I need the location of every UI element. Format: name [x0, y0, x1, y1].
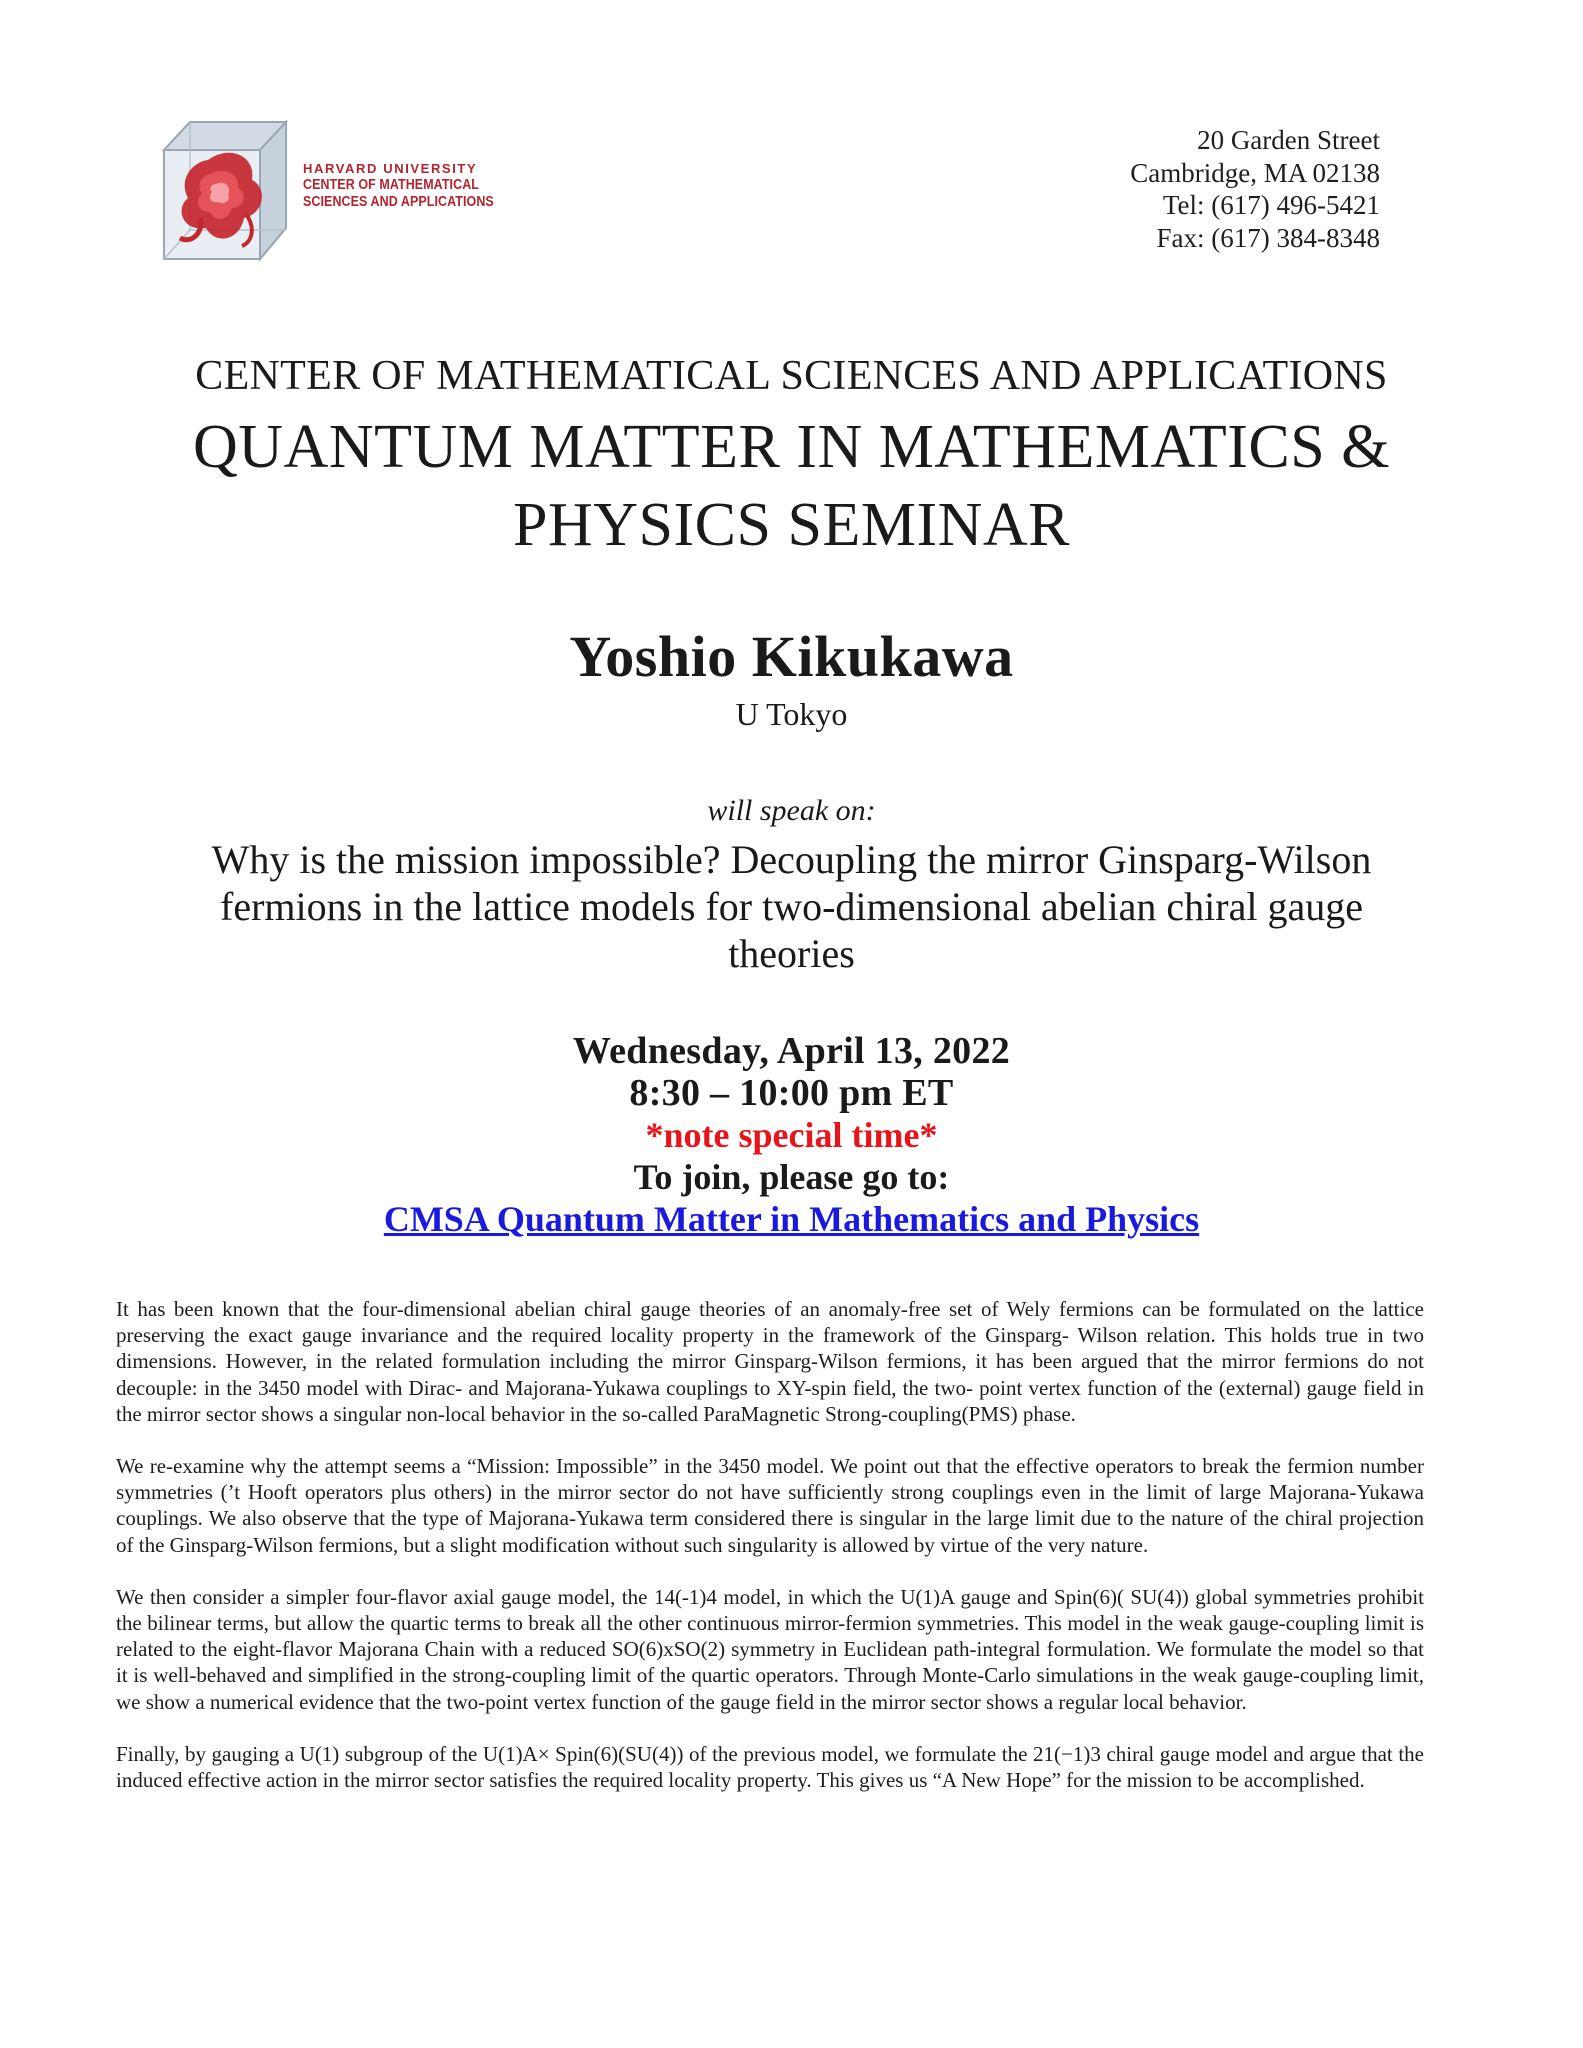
cube-logo-icon: [160, 118, 290, 263]
logo-wordmark: [303, 160, 525, 211]
seminar-title-line2: PHYSICS SEMINAR: [512, 491, 1071, 559]
cmsa-logo: [160, 118, 500, 263]
seminar-title-line1: QUANTUM MATTER IN MATHEMATICS &: [193, 413, 1390, 481]
logo-line-university: HARVARD UNIVERSITY: [303, 161, 478, 176]
talk-title-line3: theories: [728, 931, 855, 976]
abstract-paragraph-1: It has been known that the four-dimensional abelian chiral gauge theories of an anomaly-free set of Wely fermions can be formulated on the lattice preserving the exact gauge invariance and the required locality property in the framework of the Ginsparg- Wilson relation. This holds true in two dimensions. However, in the related formulation including the mirror Ginsparg-Wilson fermions, it has been argued that the mirror fermions do not decouple: in the 3450 model with Dirac- and Majorana-Yukawa couplings to XY-spin field, the two- point vertex function of the (external) gauge field in the mirror sector shows a singular non-local behavior in the so-called ParaMagnetic Strong-coupling(PMS) phase.: [116, 1297, 1424, 1426]
join-label: To join, please go to:: [633, 1157, 950, 1197]
event-details: [0, 1030, 1583, 1240]
speaker-affiliation: U Tokyo: [735, 696, 848, 732]
event-time: 8:30 – 10:00 pm ET: [629, 1072, 954, 1114]
talk-title-line1: Why is the mission impossible? Decoupling the mirror Ginsparg-Wilson: [211, 837, 1372, 882]
seminar-link[interactable]: CMSA Quantum Matter in Mathematics and Physics: [383, 1199, 1200, 1239]
logo-line-sciences: SCIENCES AND APPLICATIONS: [303, 194, 494, 210]
abstract-paragraph-2: We re-examine why the attempt seems a “Mission: Impossible” in the 3450 model. We point out that the effective operators to break the fermion number symmetries (’t Hooft operators plus others) in the mirror sector do not have sufficiently strong couplings even in the limit of large Majorana-Yukawa couplings. We also observe that the type of Majorana-Yukawa term considered there is singular in the large limit due to the nature of the chiral projection of the Ginsparg-Wilson fermions, but a slight modification without such singularity is allowed by virtue of the very nature.: [116, 1454, 1424, 1557]
logo-line-center: CENTER OF MATHEMATICAL: [303, 177, 479, 193]
talk-intro: will speak on:: [707, 794, 876, 827]
address-tel: Tel: (617) 496-5421: [1162, 190, 1380, 220]
abstract-paragraph-3: We then consider a simpler four-flavor axial gauge model, the 14(-1)4 model, in which the U(1)A gauge and Spin(6)( SU(4)) global symmetries prohibit the bilinear terms, but allow the quartic terms to break all the other continuous mirror-fermion symmetries. This model in the weak gauge-coupling limit is related to the eight-flavor Majorana Chain with a reduced SO(6)xSO(2) symmetry in Euclidean path-integral formulation. We formulate the model so that it is well-behaved and simplified in the strong-coupling limit of the quartic operators. Through Monte-Carlo simulations in the weak gauge-coupling limit, we show a numerical evidence that the two-point vertex function of the gauge field in the mirror sector shows a regular local behavior.: [116, 1584, 1424, 1714]
speaker-name: Yoshio Kikukawa: [569, 624, 1014, 689]
special-time-note: *note special time*: [645, 1115, 938, 1155]
talk-title-line2: fermions in the lattice models for two-dimensional abelian chiral gauge: [220, 884, 1363, 929]
abstract: [116, 1296, 1424, 1819]
talk-title: [90, 836, 1493, 977]
event-date: Wednesday, April 13, 2022: [572, 1030, 1011, 1072]
address-street: 20 Garden Street: [1197, 125, 1380, 155]
seminar-title: [0, 408, 1583, 564]
address-city: Cambridge, MA 02138: [1130, 157, 1380, 188]
address-fax: Fax: (617) 384-8348: [1156, 222, 1380, 253]
address-block: [1130, 124, 1380, 254]
abstract-paragraph-4: Finally, by gauging a U(1) subgroup of the U(1)A× Spin(6)(SU(4)) of the previous model, we formulate the 21(−1)3 chiral gauge model and argue that the induced effective action in the mirror sector satisfies the required locality property. This gives us “A New Hope” for the mission to be accomplished.: [116, 1741, 1424, 1793]
center-name-heading: CENTER OF MATHEMATICAL SCIENCES AND APPLICATIONS: [195, 353, 1388, 399]
